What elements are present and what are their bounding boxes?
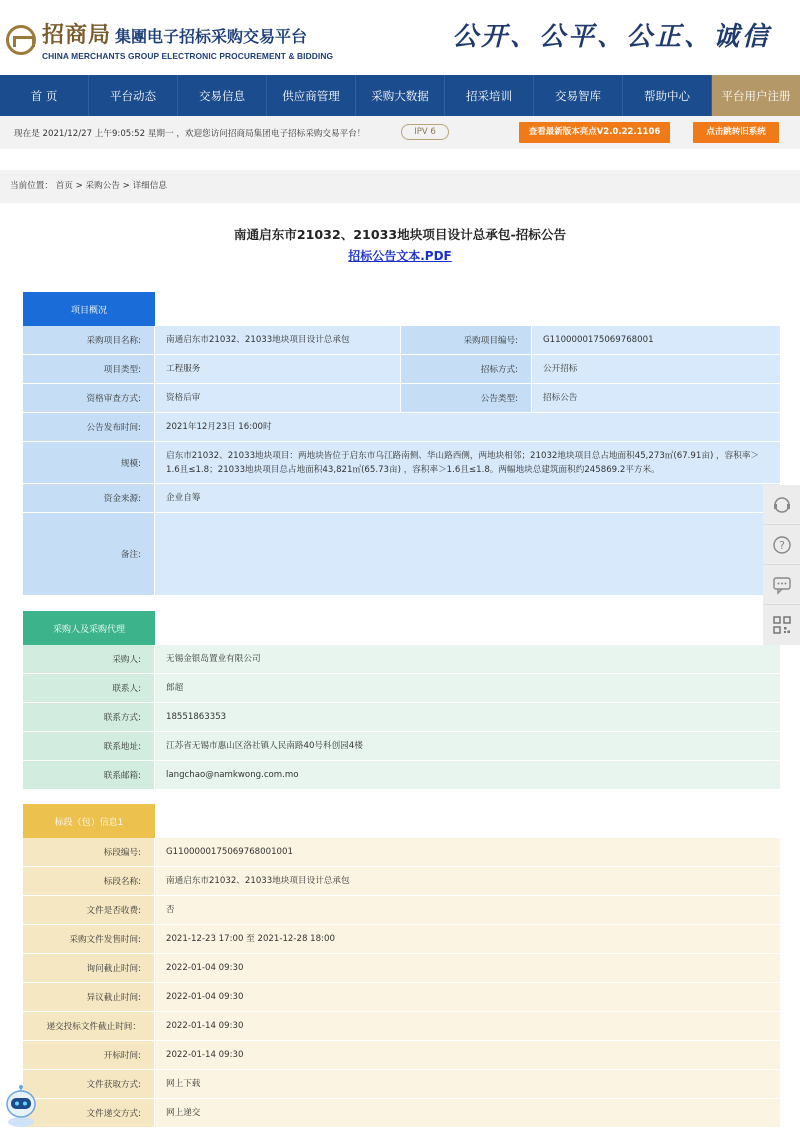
field-label: 采购人: bbox=[23, 645, 155, 674]
side-toolbar bbox=[763, 485, 800, 645]
section-heading: 标段（包）信息1 bbox=[23, 804, 155, 838]
field-label: 异议截止时间: bbox=[23, 983, 155, 1012]
field-label: 公告类型: bbox=[400, 384, 532, 413]
nav-training[interactable]: 招采培训 bbox=[445, 75, 534, 116]
nav-register[interactable]: 平台用户注册 bbox=[712, 75, 800, 116]
section-heading: 采购人及采购代理 bbox=[23, 611, 155, 645]
field-label: 公告发布时间: bbox=[23, 413, 155, 442]
contact-address: 江苏省无锡市惠山区洛社镇人民南路40号科创园4楼 bbox=[155, 732, 780, 761]
section-heading: 项目概况 bbox=[23, 292, 155, 326]
field-label: 标段编号: bbox=[23, 838, 155, 867]
opening-time: 2022-01-14 09:30 bbox=[155, 1041, 780, 1070]
purchaser-table bbox=[23, 645, 780, 790]
table-row bbox=[23, 896, 780, 925]
nav-home[interactable]: 首 页 bbox=[0, 75, 89, 116]
old-system-button[interactable]: 点击跳转旧系统 bbox=[693, 122, 779, 143]
field-label: 标段名称: bbox=[23, 867, 155, 896]
table-row bbox=[23, 513, 780, 596]
qrcode-icon[interactable] bbox=[763, 605, 800, 645]
table-row bbox=[23, 1070, 780, 1099]
table-row bbox=[23, 867, 780, 896]
table-row bbox=[23, 925, 780, 954]
field-label: 联系地址: bbox=[23, 732, 155, 761]
notice-type: 招标公告 bbox=[532, 384, 780, 413]
site-header bbox=[0, 0, 800, 75]
table-row bbox=[23, 355, 780, 384]
nav-help-center[interactable]: 帮助中心 bbox=[623, 75, 712, 116]
logo-emblem-icon bbox=[6, 25, 36, 55]
field-label: 采购文件发售时间: bbox=[23, 925, 155, 954]
field-label: 文件是否收费: bbox=[23, 896, 155, 925]
logo-english-name: CHINA MERCHANTS GROUP ELECTRONIC PROCUREMENT & BIDDING bbox=[42, 51, 334, 61]
project-type: 工程服务 bbox=[155, 355, 400, 384]
obtain-method: 网上下载 bbox=[155, 1070, 780, 1099]
inquiry-deadline: 2022-01-04 09:30 bbox=[155, 954, 780, 983]
publish-time: 2021年12月23日 16:00时 bbox=[155, 413, 780, 442]
table-row bbox=[23, 674, 780, 703]
table-row bbox=[23, 1012, 780, 1041]
table-row bbox=[23, 645, 780, 674]
project-scale: 启东市21032、21033地块项目：两地块皆位于启东市乌江路南侧、华山路西侧，两地块相邻；21032地块项目总占地面积45,273㎡(67.91亩) ，容积率＞1.6且≤1.8；21033地块项目总占地面积43,821㎡(65.73亩) ，容积率＞1.6且≤1.8。两幅地块总建筑面积约245869.2平方米。 bbox=[155, 442, 780, 484]
project-code: G1100000175069768001 bbox=[532, 326, 780, 355]
pdf-link-row bbox=[0, 247, 800, 263]
field-label: 备注: bbox=[23, 513, 155, 596]
nav-trade-info[interactable]: 交易信息 bbox=[178, 75, 267, 116]
field-label: 文件递交方式: bbox=[23, 1099, 155, 1128]
remark bbox=[155, 513, 780, 596]
notice-pdf-link[interactable]: 招标公告文本.PDF bbox=[348, 249, 452, 263]
contact-phone: 18551863353 bbox=[155, 703, 780, 732]
logo-platform-name: 集團电子招标采购交易平台 bbox=[115, 27, 308, 46]
table-row bbox=[23, 1099, 780, 1128]
field-label: 询问截止时间: bbox=[23, 954, 155, 983]
field-label: 采购项目名称: bbox=[23, 326, 155, 355]
objection-deadline: 2022-01-04 09:30 bbox=[155, 983, 780, 1012]
sale-period: 2021-12-23 17:00 至 2021-12-28 18:00 bbox=[155, 925, 780, 954]
welcome-text: 现在是 2021/12/27 上午9:05:52 星期一 ，欢迎您访问招商局集团电子招标采购交易平台！ bbox=[14, 129, 366, 139]
field-label: 递交投标文件截止时间： bbox=[23, 1012, 155, 1041]
nav-think-tank[interactable]: 交易智库 bbox=[534, 75, 623, 116]
table-row bbox=[23, 838, 780, 867]
ipv6-badge: IPV 6 bbox=[401, 124, 449, 140]
help-icon[interactable] bbox=[763, 525, 800, 565]
lot-table bbox=[23, 838, 780, 1128]
svg-text:?: ? bbox=[778, 538, 785, 552]
field-label: 规模: bbox=[23, 442, 155, 484]
buyer-name: 无锡金银岛置业有限公司 bbox=[155, 645, 780, 674]
purchaser-section bbox=[23, 611, 780, 790]
qualification-review: 资格后审 bbox=[155, 384, 400, 413]
customer-service-icon[interactable] bbox=[763, 485, 800, 525]
table-row bbox=[23, 484, 780, 513]
funding-source: 企业自筹 bbox=[155, 484, 780, 513]
field-label: 文件获取方式: bbox=[23, 1070, 155, 1099]
field-label: 项目类型: bbox=[23, 355, 155, 384]
field-label: 联系人: bbox=[23, 674, 155, 703]
field-label: 联系方式: bbox=[23, 703, 155, 732]
nav-procurement-big-data[interactable]: 采购大数据 bbox=[356, 75, 445, 116]
project-table bbox=[23, 326, 780, 596]
logo-brand-name: 招商局 bbox=[42, 22, 112, 48]
breadcrumb: 当前位置： 首页 > 采购公告 > 详细信息 bbox=[0, 170, 800, 203]
lot-name: 南通启东市21032、21033地块项目设计总承包 bbox=[155, 867, 780, 896]
table-row bbox=[23, 703, 780, 732]
table-row bbox=[23, 761, 780, 790]
table-row bbox=[23, 384, 780, 413]
field-label: 采购项目编号: bbox=[400, 326, 532, 355]
view-new-version-button[interactable]: 查看最新版本亮点V2.0.22.1106 bbox=[519, 122, 670, 143]
robot-assistant-icon[interactable] bbox=[2, 1084, 40, 1128]
contact-email: langchao@namkwong.com.mo bbox=[155, 761, 780, 790]
field-label: 开标时间: bbox=[23, 1041, 155, 1070]
message-icon[interactable] bbox=[763, 565, 800, 605]
contact-person: 郎超 bbox=[155, 674, 780, 703]
field-label: 联系邮箱: bbox=[23, 761, 155, 790]
info-bar bbox=[0, 116, 800, 149]
page-title: 南通启东市21032、21033地块项目设计总承包-招标公告 bbox=[233, 227, 567, 242]
table-row bbox=[23, 732, 780, 761]
document-fee: 否 bbox=[155, 896, 780, 925]
bidding-method: 公开招标 bbox=[532, 355, 780, 384]
submission-deadline: 2022-01-14 09:30 bbox=[155, 1012, 780, 1041]
slogan: 公开、公平、公正、诚信 bbox=[452, 22, 772, 52]
table-row bbox=[23, 442, 780, 484]
lot-code: G1100000175069768001001 bbox=[155, 838, 780, 867]
field-label: 资金来源: bbox=[23, 484, 155, 513]
field-label: 招标方式: bbox=[400, 355, 532, 384]
lot-info-section bbox=[23, 804, 780, 1128]
site-logo[interactable] bbox=[6, 18, 333, 61]
project-overview-section bbox=[23, 292, 780, 596]
nav-platform-news[interactable]: 平台动态 bbox=[89, 75, 178, 116]
nav-supplier-management[interactable]: 供应商管理 bbox=[267, 75, 356, 116]
table-row bbox=[23, 954, 780, 983]
project-name: 南通启东市21032、21033地块项目设计总承包 bbox=[155, 326, 400, 355]
delivery-method: 网上递交 bbox=[155, 1099, 780, 1128]
main-nav bbox=[0, 75, 800, 116]
table-row bbox=[23, 1041, 780, 1070]
table-row bbox=[23, 326, 780, 355]
table-row bbox=[23, 413, 780, 442]
field-label: 资格审查方式: bbox=[23, 384, 155, 413]
table-row bbox=[23, 983, 780, 1012]
